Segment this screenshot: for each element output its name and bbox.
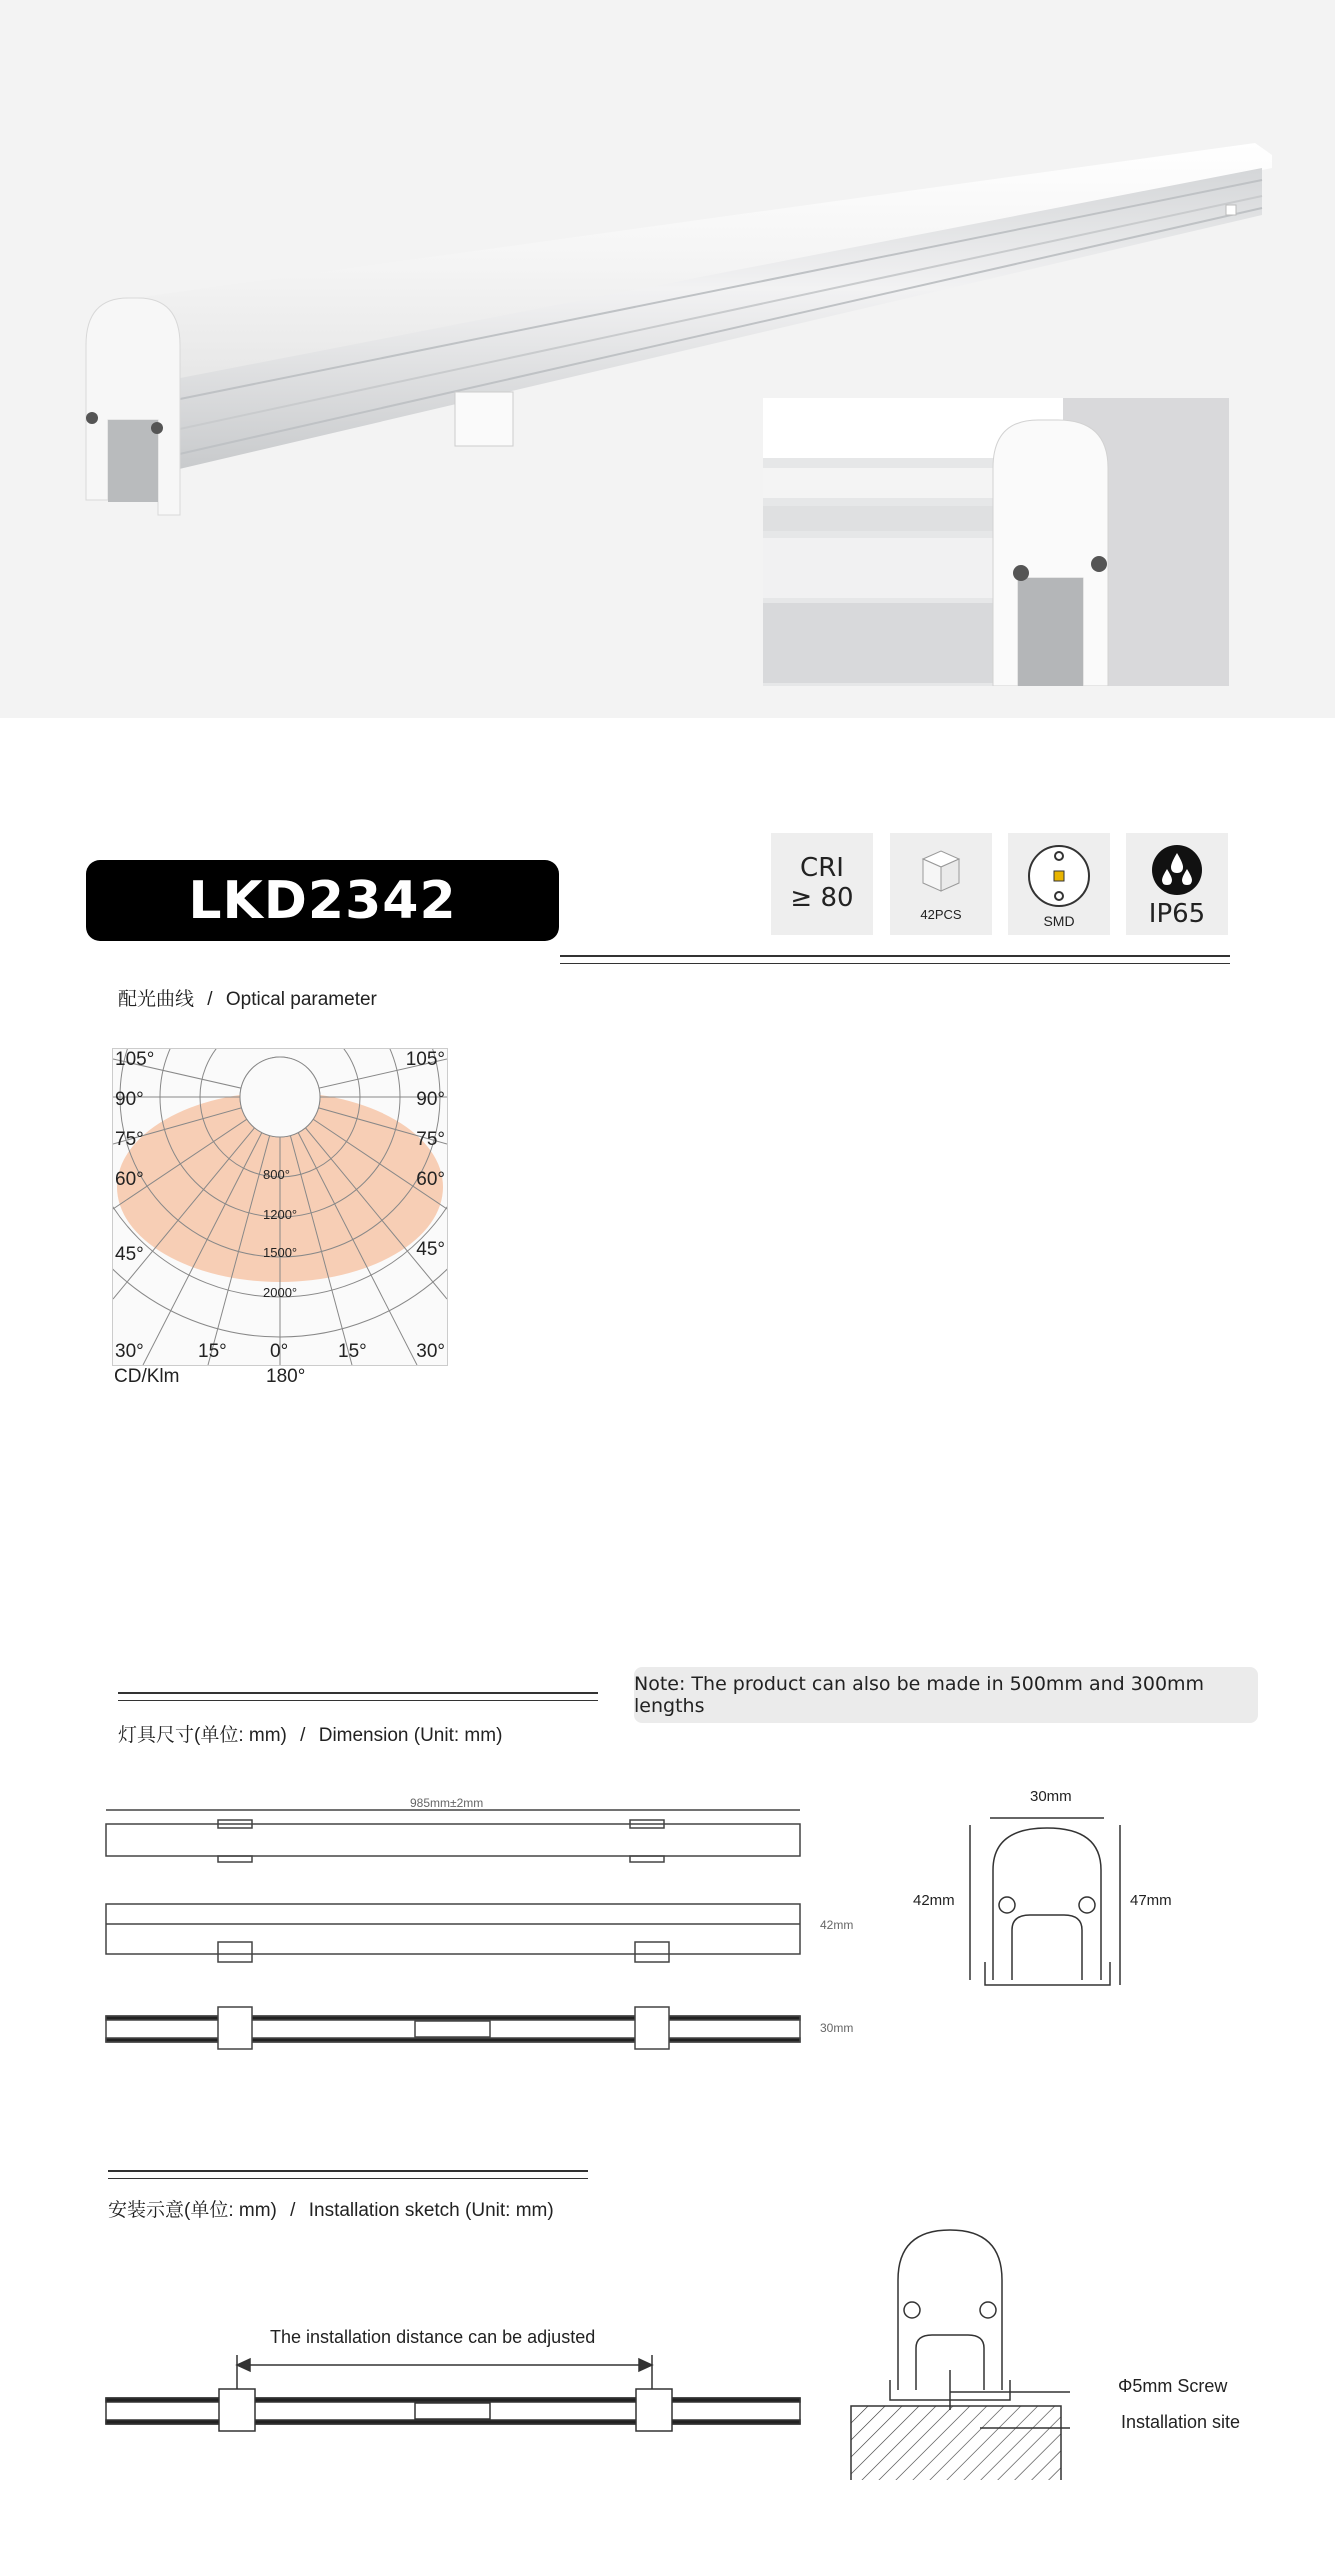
ip65-label: IP65 [1148,899,1206,929]
header-rule [560,955,1230,964]
angle-left-60: 60° [115,1169,144,1190]
installation-cross-section [850,2220,1070,2480]
ring-label-2000: 2000° [263,1285,298,1300]
end-cap-detail-inset [763,398,1229,686]
dimension-heading [118,1720,502,1747]
installation-heading-cn: 安装示意(单位: mm) [108,2200,277,2221]
installation-heading-sep: / [290,2200,296,2221]
angle-right-105: 105° [405,1049,445,1070]
optical-heading [118,984,377,1011]
polar-light-distribution-chart [112,1048,448,1366]
screw-label: Φ5mm Screw [1118,2376,1228,2396]
optical-heading-sep: / [207,989,213,1010]
cri-label: CRI [800,853,844,883]
dimension-heading-sep: / [300,1725,306,1746]
angle-right-45: 45° [416,1239,445,1260]
hero-product-image [0,0,1335,718]
pcs-badge [890,833,992,935]
profile-cross-section [960,1800,1130,1990]
dimension-rule [118,1692,598,1701]
cri-badge [771,833,873,935]
installation-site-label: Installation site [1121,2412,1241,2432]
smd-badge [1008,833,1110,935]
pcs-label: 42PCS [920,907,962,922]
optical-heading-cn: 配光曲线 [118,989,195,1010]
angle-left-105: 105° [115,1049,155,1070]
end-cap-detail-drawing [763,398,1229,686]
profile-right-dimension: 47mm [1130,1892,1172,1909]
box-icon [915,845,967,897]
angle-left-90: 90° [115,1089,144,1110]
installation-rule [108,2170,588,2179]
width-dimension-label: 30mm [820,2021,854,2035]
angle-left-45: 45° [115,1244,144,1265]
dimension-side-views [100,1806,810,2106]
dimension-heading-en: Dimension (Unit: mm) [318,1725,503,1746]
tick-15-left: 15° [198,1341,227,1362]
height-dimension-label: 42mm [820,1918,854,1932]
installation-heading-en: Installation sketch (Unit: mm) [308,2200,554,2221]
tick-0: 0° [270,1341,289,1362]
angle-left-75: 75° [115,1129,144,1150]
length-dimension-label: 985mm±2mm [410,1796,484,1810]
angle-right-75: 75° [416,1129,445,1150]
ip65-badge [1126,833,1228,935]
tick-30-left: 30° [115,1341,144,1362]
tick-15-right: 15° [338,1341,367,1362]
product-model-text: LKD2342 [188,870,457,931]
dimension-heading-cn: 灯具尺寸(单位: mm) [118,1725,287,1746]
installation-heading [108,2195,554,2222]
water-drops-icon [1150,843,1204,897]
ring-label-1200: 1200° [263,1207,298,1222]
ring-label-1500: 1500° [263,1245,298,1260]
profile-top-dimension: 30mm [1030,1788,1072,1805]
polar-unit-label: CD/Klm [114,1366,180,1387]
ring-label-800: 800° [263,1167,290,1182]
cri-value: ≥ 80 [790,883,854,913]
smd-chip-icon [1024,841,1094,911]
installation-distance-note: The installation distance can be adjusted [270,2327,596,2347]
angle-right-90: 90° [416,1089,445,1110]
installation-side-view [100,2345,810,2435]
angle-right-60: 60° [416,1169,445,1190]
optical-heading-en: Optical parameter [225,989,377,1010]
smd-label: SMD [1043,913,1075,929]
tick-30-right: 30° [416,1341,445,1362]
length-note: Note: The product can also be made in 500mm and 300mm lengths [634,1667,1258,1723]
profile-left-dimension: 42mm [913,1892,955,1909]
product-model-title [86,860,559,941]
polar-bottom-angle: 180° [266,1366,306,1387]
